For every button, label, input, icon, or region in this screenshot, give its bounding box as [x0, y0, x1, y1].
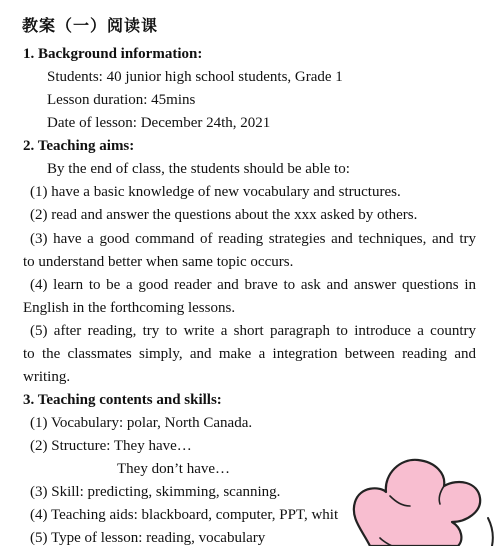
aim-item-5-line-3: writing. — [23, 369, 71, 385]
pink-cartoon-sticker — [340, 452, 500, 546]
content-structure: (2) Structure: They have… — [30, 438, 192, 454]
aim-item-2: (2) read and answer the questions about the xxx asked by others. — [30, 207, 418, 223]
duration-info: Lesson duration: 45mins — [47, 92, 196, 108]
section-3-heading: 3. Teaching contents and skills: — [23, 392, 222, 408]
content-lesson-type: (5) Type of lesson: reading, vocabulary — [30, 530, 266, 546]
aim-item-4-line-1: (4) learn to be a good reader and brave to ask and answer questions in — [30, 277, 476, 293]
content-vocabulary: (1) Vocabulary: polar, North Canada. — [30, 415, 253, 431]
students-info: Students: 40 junior high school students, Grade 1 — [47, 69, 343, 85]
aim-item-5-line-2: to the classmates simply, and make a integration between reading and — [23, 346, 476, 362]
section-2-heading: 2. Teaching aims: — [23, 138, 135, 154]
sticker-blob — [354, 460, 480, 546]
aims-intro: By the end of class, the students should be able to: — [47, 161, 350, 177]
content-skill: (3) Skill: predicting, skimming, scanning. — [30, 484, 281, 500]
sticker-side-line — [488, 518, 493, 546]
date-info: Date of lesson: December 24th, 2021 — [47, 115, 271, 131]
content-teaching-aids: (4) Teaching aids: blackboard, computer, PPT, whit — [30, 507, 339, 523]
aim-item-1: (1) have a basic knowledge of new vocabulary and structures. — [30, 184, 401, 200]
content-structure-continued: They don’t have… — [117, 461, 231, 477]
aim-item-3-line-2: to understand better when same topic occurs. — [23, 254, 294, 270]
section-1-heading: 1. Background information: — [23, 46, 203, 62]
aim-item-4-line-2: English in the forthcoming lessons. — [23, 300, 236, 316]
document-title: 教案（一）阅读课 — [22, 16, 159, 35]
aim-item-5-line-1: (5) after reading, try to write a short paragraph to introduce a country — [30, 323, 476, 339]
aim-item-3-line-1: (3) have a good command of reading strategies and techniques, and try — [30, 231, 476, 247]
